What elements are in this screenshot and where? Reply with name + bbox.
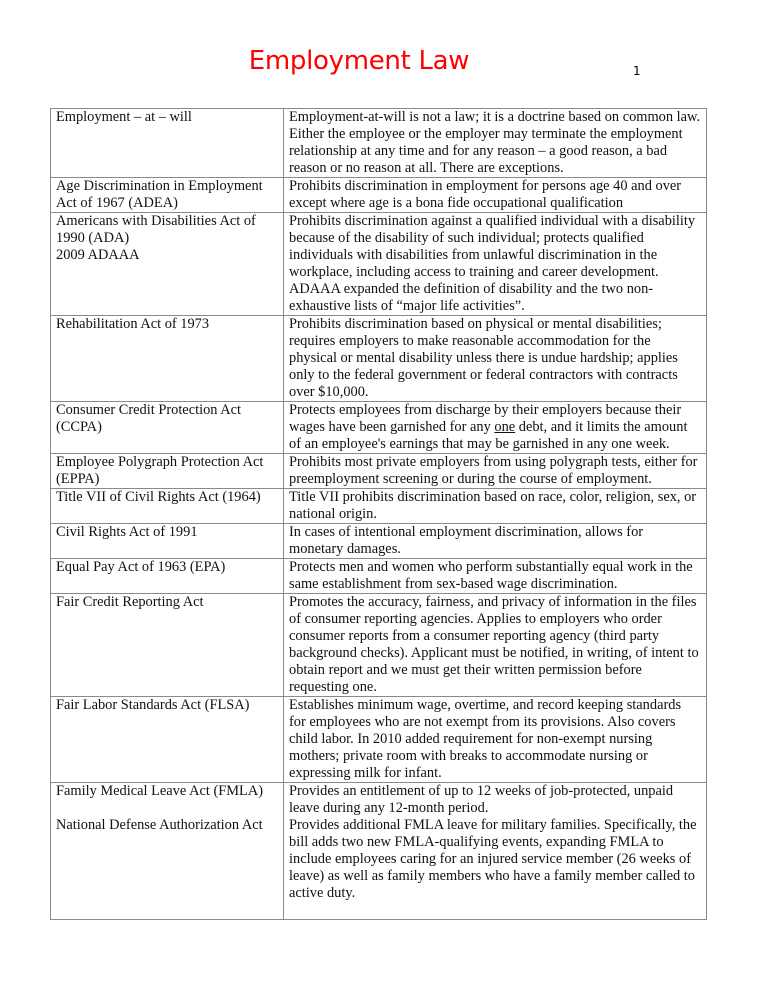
table-row bbox=[51, 454, 707, 489]
law-name-cell bbox=[51, 178, 284, 213]
table-row bbox=[51, 316, 707, 402]
law-description-cell bbox=[284, 697, 707, 783]
law-name-cell bbox=[51, 559, 284, 594]
law-description: Protects men and women who perform substantially equal work in the same establishment from sex-based wage discrimination. bbox=[289, 559, 693, 592]
law-description-part: debt, and it limits the amount of an employee's earnings that may be garnished in any one week. bbox=[289, 419, 688, 452]
law-description-cell bbox=[284, 178, 707, 213]
law-description-cell bbox=[284, 316, 707, 402]
law-description-cell bbox=[284, 402, 707, 454]
law-description-cell bbox=[284, 213, 707, 316]
law-name-cell bbox=[51, 402, 284, 454]
law-name: Consumer Credit Protection Act (CCPA) bbox=[56, 402, 242, 435]
table-row bbox=[51, 213, 707, 316]
law-description-part: Protects employees from discharge by their employers because their wages have been garnished for any bbox=[289, 402, 682, 435]
law-description-cell bbox=[284, 109, 707, 178]
law-description: Provides an entitlement of up to 12 weeks of job-protected, unpaid leave during any 12-month period. bbox=[289, 783, 674, 816]
employment-law-table bbox=[50, 108, 707, 920]
law-name-cell bbox=[51, 454, 284, 489]
law-name: Fair Credit Reporting Act bbox=[56, 594, 204, 610]
law-description-cell bbox=[284, 594, 707, 697]
law-description-cell bbox=[284, 489, 707, 524]
table-row bbox=[51, 524, 707, 559]
law-name-cell bbox=[51, 109, 284, 178]
law-name-cell bbox=[51, 783, 284, 920]
law-description: In cases of intentional employment discrimination, allows for monetary damages. bbox=[289, 524, 644, 557]
law-name: Fair Labor Standards Act (FLSA) bbox=[56, 697, 250, 713]
table-row bbox=[51, 178, 707, 213]
law-name-cell bbox=[51, 213, 284, 316]
law-name-cell bbox=[51, 524, 284, 559]
law-description: Promotes the accuracy, fairness, and privacy of information in the files of consumer reporting agencies. Applies to employers who order consumer reports from a consumer reporting agency (third party background checks). Applicant must be notified, in writing, of intent to obtain report and we must get their written permission before requesting one. bbox=[289, 594, 699, 695]
law-name-cell bbox=[51, 594, 284, 697]
law-name: Employment – at – will bbox=[56, 109, 192, 125]
law-name-cell bbox=[51, 316, 284, 402]
law-name: Family Medical Leave Act (FMLA) bbox=[56, 783, 264, 799]
law-description-cell bbox=[284, 783, 707, 920]
law-description: Prohibits discrimination based on physical or mental disabilities; requires employers to make reasonable accommodation for the physical or mental disability unless there is undue hardship; applies only to the federal government or federal contractors with contracts over $10,000. bbox=[289, 316, 678, 400]
page-number: 1 bbox=[633, 64, 641, 78]
law-description: Establishes minimum wage, overtime, and record keeping standards for employees who are not exempt from its provisions. Also covers child labor. In 2010 added requirement for non-exempt nursing mothers; private room with breaks to accommodate nursing or expressing milk for infant. bbox=[289, 697, 682, 781]
law-name: Americans with Disabilities Act of 1990 (ADA) bbox=[56, 213, 256, 246]
table-row bbox=[51, 697, 707, 783]
law-name-cell bbox=[51, 697, 284, 783]
law-name: Title VII of Civil Rights Act (1964) bbox=[56, 489, 261, 505]
law-name-amendment: 2009 ADAAA bbox=[56, 247, 140, 263]
law-name: Civil Rights Act of 1991 bbox=[56, 524, 198, 540]
law-name: Employee Polygraph Protection Act (EPPA) bbox=[56, 454, 264, 487]
law-name-cell bbox=[51, 489, 284, 524]
page-title: Employment Law bbox=[248, 46, 470, 76]
table-row bbox=[51, 783, 707, 920]
law-description-cell bbox=[284, 454, 707, 489]
underlined-word: one bbox=[494, 419, 516, 435]
law-description: Title VII prohibits discrimination based on race, color, religion, sex, or national origin. bbox=[289, 489, 697, 522]
law-name: Rehabilitation Act of 1973 bbox=[56, 316, 210, 332]
table-row bbox=[51, 594, 707, 697]
law-description: Prohibits discrimination in employment for persons age 40 and over except where age is a bona fide occupational qualification bbox=[289, 178, 682, 211]
table-row bbox=[51, 489, 707, 524]
table-row bbox=[51, 559, 707, 594]
law-description-cell bbox=[284, 559, 707, 594]
law-name: Equal Pay Act of 1963 (EPA) bbox=[56, 559, 226, 575]
law-description-cell bbox=[284, 524, 707, 559]
table-row bbox=[51, 109, 707, 178]
law-name-secondary: National Defense Authorization Act bbox=[56, 817, 263, 833]
law-description: Prohibits most private employers from using polygraph tests, either for preemployment screening or during the course of employment. bbox=[289, 454, 698, 487]
law-name: Age Discrimination in Employment Act of 1967 (ADEA) bbox=[56, 178, 263, 211]
law-description: Prohibits discrimination against a qualified individual with a disability because of the disability of such individual; protects qualified individuals with disabilities from unlawful discrimination in the workplace, including access to training and career development. ADAAA expanded the definition of disability and the two non-exhaustive lists of “major life activities”. bbox=[289, 213, 696, 314]
table-row bbox=[51, 402, 707, 454]
law-description: Employment-at-will is not a law; it is a doctrine based on common law. Either the employee or the employer may terminate the employment relationship at any time and for any reason – a good reason, a bad reason or no reason at all. There are exceptions. bbox=[289, 109, 701, 176]
law-description-secondary: Provides additional FMLA leave for military families. Specifically, the bill adds two new FMLA-qualifying events, expanding FMLA to include employees caring for an injured service member (26 weeks of leave) as well as family members who have a family member called to active duty. bbox=[289, 817, 697, 901]
